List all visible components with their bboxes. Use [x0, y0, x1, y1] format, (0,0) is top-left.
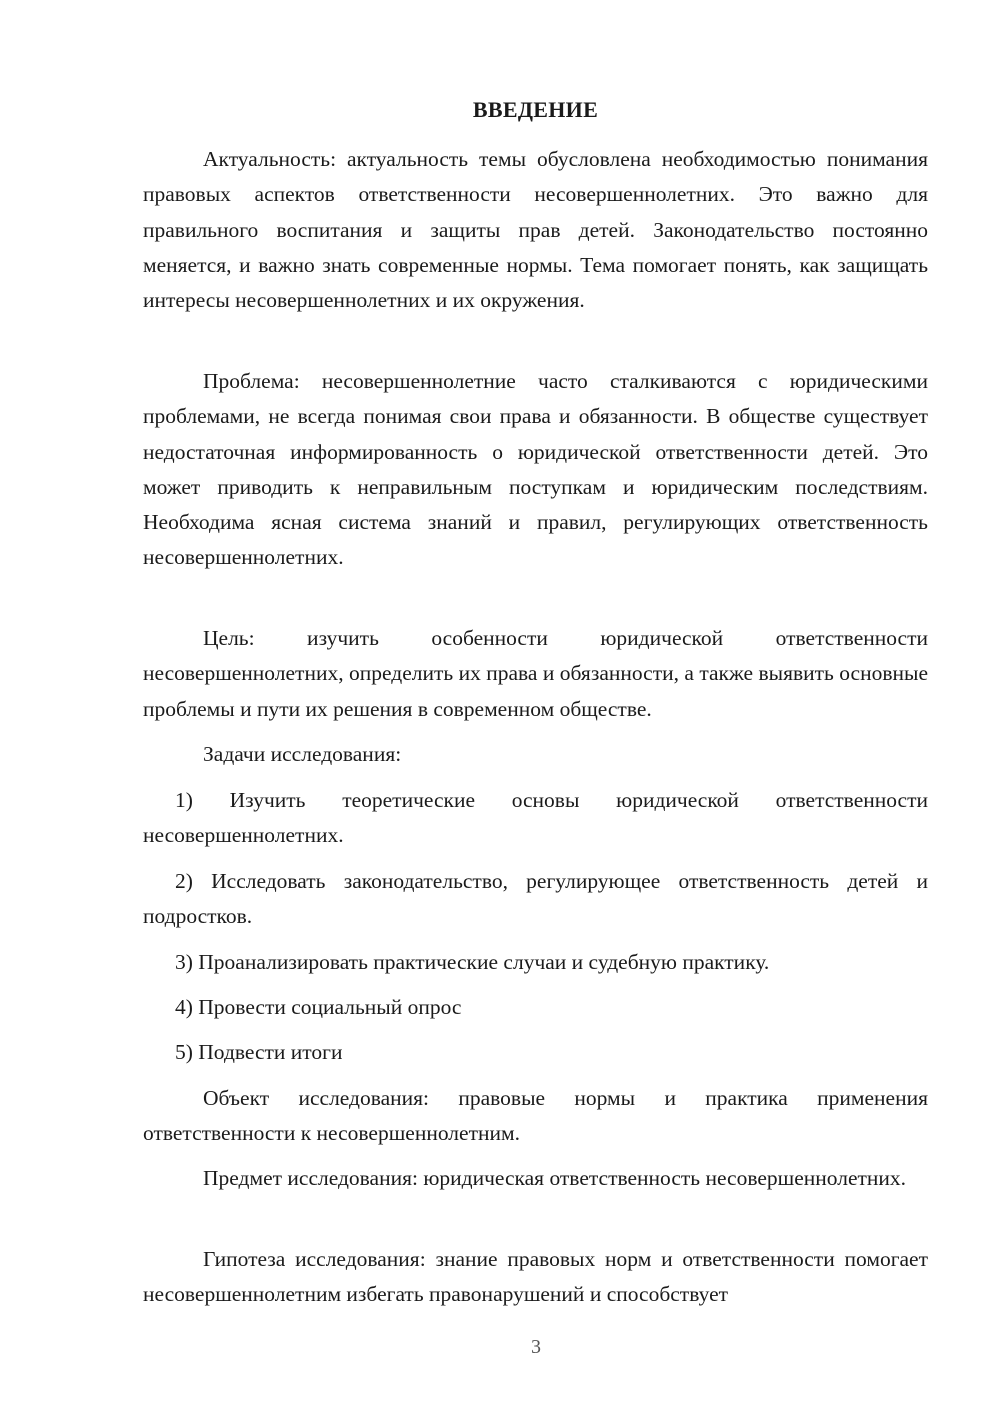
task-item-5: 5) Подвести итоги	[175, 1040, 343, 1064]
task-item-3: 3) Проанализировать практические случаи и судебную практику.	[175, 950, 770, 974]
problem-paragraph: Проблема: несовершеннолетние часто сталкиваются с юридическими проблемами, не всегда понимая свои права и обязанности. В обществе существует недостаточная информированность о юридической ответственности детей. Это может приводить к неправильным поступкам и юридическим последствиям. Необходима ясная система знаний и правил, регулирующих ответственность несовершеннолетних.	[143, 369, 928, 570]
goal-paragraph: Цель: изучить особенности юридической ответственности несовершеннолетних, определить их права и обязанности, а также выявить основные проблемы и пути их решения в современном обществе.	[143, 626, 928, 721]
task-item-2: 2) Исследовать законодательство, регулирующее ответственность детей и подростков.	[143, 869, 928, 929]
subject-paragraph: Предмет исследования: юридическая ответственность несовершеннолетних.	[203, 1166, 907, 1190]
task-item-1: 1) Изучить теоретические основы юридической ответственности несовершеннолетних.	[143, 788, 928, 848]
relevance-paragraph: Актуальность: актуальность темы обусловлена необходимостью понимания правовых аспектов ответственности несовершеннолетних. Это важно для правильного воспитания и защиты прав детей. Законодательство постоянно меняется, и важно знать современные нормы. Тема помогает понять, как защищать интересы несовершеннолетних и их окружения.	[143, 147, 928, 313]
page-number: 3	[531, 1336, 541, 1358]
hypothesis-paragraph: Гипотеза исследования: знание правовых норм и ответственности помогает несовершеннолетним избегать правонарушений и способствует	[143, 1247, 928, 1307]
page-title: ВВЕДЕНИЕ	[472, 97, 599, 122]
task-item-4: 4) Провести социальный опрос	[175, 995, 462, 1019]
object-paragraph: Объект исследования: правовые нормы и практика применения ответственности к несовершеннолетним.	[143, 1086, 928, 1146]
tasks-heading: Задачи исследования:	[203, 742, 402, 766]
